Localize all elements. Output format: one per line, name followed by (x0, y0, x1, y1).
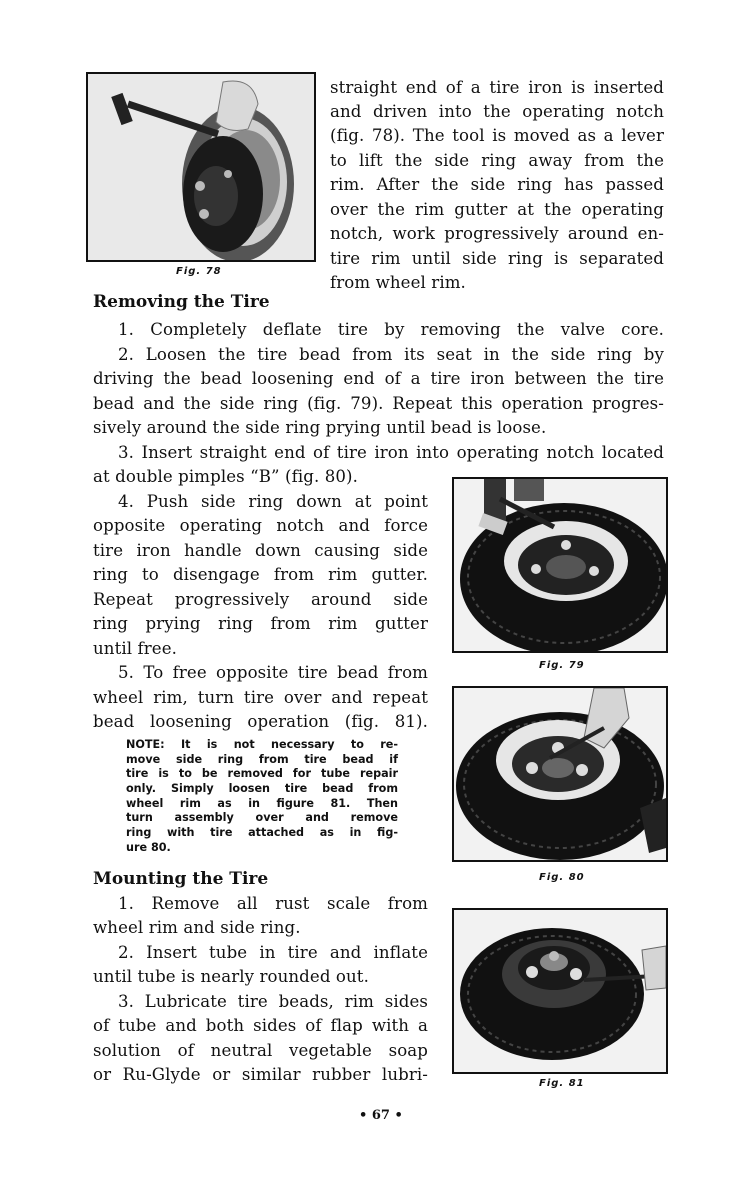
mounting-line: solution of neutral vegetable soap (93, 1041, 428, 1060)
removing-line: at double pimples “B” (fig. 80). (93, 467, 358, 486)
removing-line: until free. (93, 639, 178, 658)
removing-heading: Removing the Tire (93, 292, 270, 312)
removing-line: ring to disengage from rim gutter. (93, 565, 428, 584)
figure-79 (452, 477, 668, 653)
mounting-line: 2. Insert tube in tire and inflate (118, 943, 428, 962)
intro-line: straight end of a tire iron is inserted (330, 78, 664, 97)
fig-79-tire-illustration (454, 479, 666, 651)
intro-line: from wheel rim. (330, 273, 466, 292)
removing-line: sively around the side ring prying until bead is loose. (93, 418, 547, 437)
fig-78-wheel-illustration (88, 74, 314, 260)
fig-81-tire-illustration (454, 910, 666, 1072)
fig-80-caption: Fig. 80 (539, 872, 585, 883)
note-line: turn assembly over and remove (126, 811, 398, 824)
removing-line: opposite operating notch and force (93, 516, 428, 535)
intro-line: and driven into the operating notch (330, 102, 664, 121)
mounting-line: or Ru-Glyde or similar rubber lubri- (93, 1065, 428, 1084)
fig-78-caption: Fig. 78 (176, 266, 222, 277)
note-line: wheel rim as in figure 81. Then (126, 797, 398, 810)
intro-line: tire rim until side ring is separated (330, 249, 664, 268)
mounting-line: 3. Lubricate tire beads, rim sides (118, 992, 428, 1011)
figure-78 (86, 72, 316, 262)
intro-line: rim. After the side ring has passed (330, 175, 664, 194)
note-line: NOTE: It is not necessary to re- (126, 738, 398, 751)
note-line: ure 80. (126, 841, 171, 854)
removing-line: ring prying ring from rim gutter (93, 614, 428, 633)
note-line: ring with tire attached as in fig- (126, 826, 398, 839)
mounting-line: 1. Remove all rust scale from (118, 894, 428, 913)
intro-line: to lift the side ring away from the (330, 151, 664, 170)
removing-line: driving the bead loosening end of a tire iron between the tire (93, 369, 664, 388)
removing-line: 2. Loosen the tire bead from its seat in the side ring by (118, 345, 664, 364)
removing-line: 4. Push side ring down at point (118, 492, 428, 511)
mounting-heading: Mounting the Tire (93, 869, 269, 889)
removing-line: 5. To free opposite tire bead from (118, 663, 428, 682)
fig-79-caption: Fig. 79 (539, 660, 585, 671)
intro-line: (fig. 78). The tool is moved as a lever (330, 126, 664, 145)
page-number: • 67 • (359, 1108, 403, 1123)
figure-81 (452, 908, 668, 1074)
note-line: move side ring from tire bead if (126, 753, 398, 766)
note-line: tire is to be removed for tube repair (126, 767, 398, 780)
intro-line: notch, work progressively around en- (330, 224, 664, 243)
removing-line: Repeat progressively around side (93, 590, 428, 609)
mounting-line: until tube is nearly rounded out. (93, 967, 369, 986)
removing-line: bead and the side ring (fig. 79). Repeat this operation progres- (93, 394, 664, 413)
removing-line: 3. Insert straight end of tire iron into operating notch located (118, 443, 664, 462)
fig-80-tire-illustration (454, 688, 666, 860)
mounting-line: of tube and both sides of flap with a (93, 1016, 428, 1035)
note-line: only. Simply loosen tire bead from (126, 782, 398, 795)
mounting-line: wheel rim and side ring. (93, 918, 301, 937)
removing-line: wheel rim, turn tire over and repeat (93, 688, 428, 707)
removing-line: tire iron handle down causing side (93, 541, 428, 560)
fig-81-caption: Fig. 81 (539, 1078, 585, 1089)
removing-line: 1. Completely deflate tire by removing the valve core. (118, 320, 664, 339)
intro-line: over the rim gutter at the operating (330, 200, 664, 219)
removing-line: bead loosening operation (fig. 81). (93, 712, 428, 731)
figure-80 (452, 686, 668, 862)
